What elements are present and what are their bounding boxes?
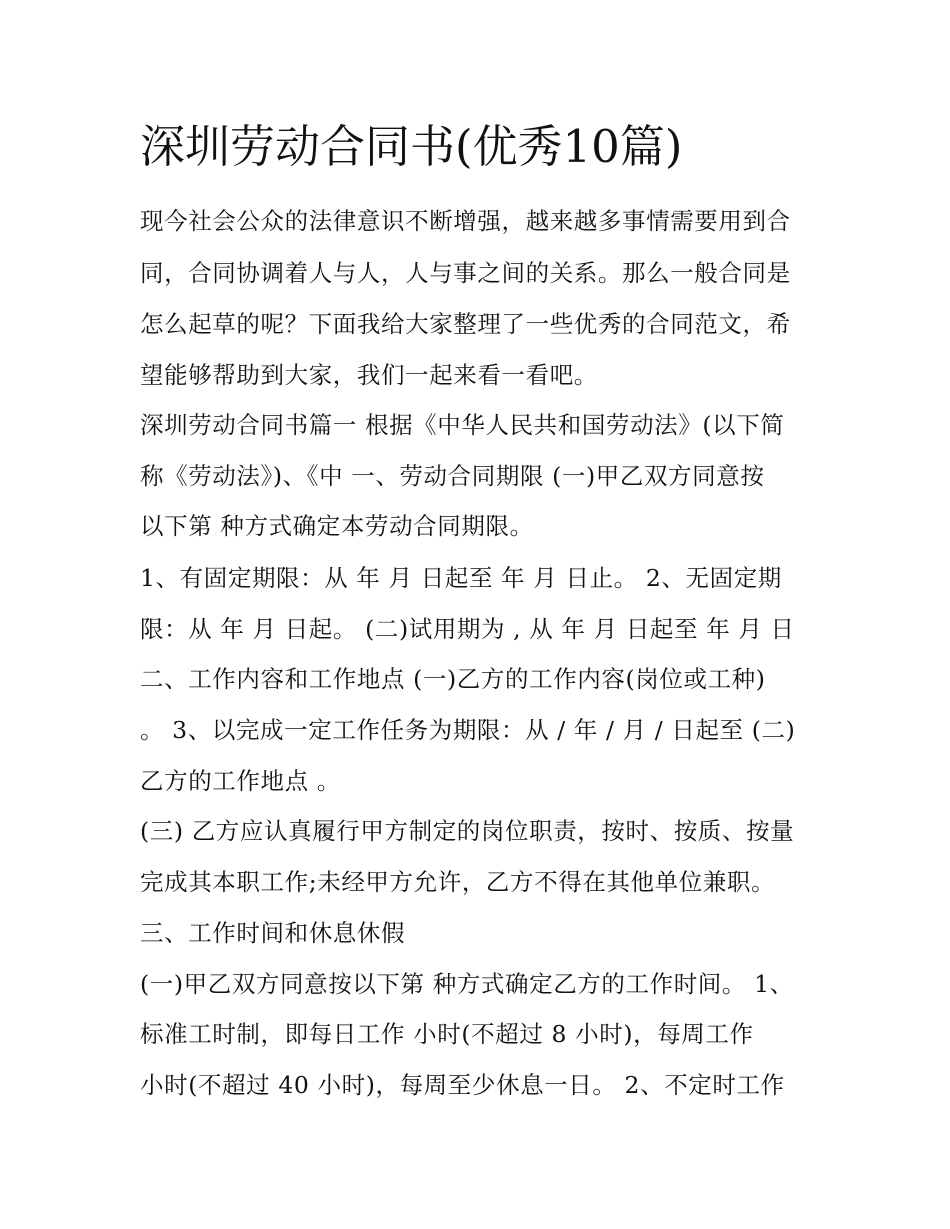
body-line: (一)甲乙双方同意按以下第 种方式确定乙方的工作时间。 1、 xyxy=(140,970,794,998)
body-line: 以下第 种方式确定本劳动合同期限。 xyxy=(140,512,534,540)
body-line: 标准工时制，即每日工作 小时(不超过 8 小时)，每周工作 xyxy=(140,1020,754,1048)
body-line: 完成其本职工作;未经甲方允许，乙方不得在其他单位兼职。 xyxy=(140,868,776,896)
body-line: 1、有固定期限：从 年 月 日起至 年 月 日止。 2、无固定期 xyxy=(140,564,782,592)
body-line: 现今社会公众的法律意识不断增强，越来越多事情需要用到合 xyxy=(140,207,791,235)
body-line: 同，合同协调着人与人，人与事之间的关系。那么一般合同是 xyxy=(140,259,791,287)
body-line: 二、工作内容和工作地点 (一)乙方的工作内容(岗位或工种) xyxy=(140,665,766,693)
section-heading: 三、工作时间和休息休假 xyxy=(140,919,406,947)
body-line: 小时(不超过 40 小时)，每周至少休息一日。 2、不定时工作 xyxy=(140,1071,785,1099)
body-line: 称《劳动法》)、《中 一、劳动合同期限 (一)甲乙双方同意按 xyxy=(140,462,765,490)
body-line: 怎么起草的呢？下面我给大家整理了一些优秀的合同范文，希 xyxy=(140,310,791,338)
body-line: 。 3、以完成一定工作任务为期限：从 / 年 / 月 / 日起至 (二) xyxy=(140,716,796,744)
body-line: 限：从 年 月 日起。 (二)试用期为 , 从 年 月 日起至 年 月 日 xyxy=(140,615,795,643)
document-title: 深圳劳动合同书(优秀10篇) xyxy=(140,120,683,173)
body-line: (三) 乙方应认真履行甲方制定的岗位职责，按时、按质、按量 xyxy=(140,817,795,845)
body-line: 深圳劳动合同书篇一 根据《中华人民共和国劳动法》(以下简 xyxy=(140,411,785,439)
body-line: 望能够帮助到大家，我们一起来看一看吧。 xyxy=(140,361,598,389)
body-line: 乙方的工作地点 。 xyxy=(140,767,341,795)
